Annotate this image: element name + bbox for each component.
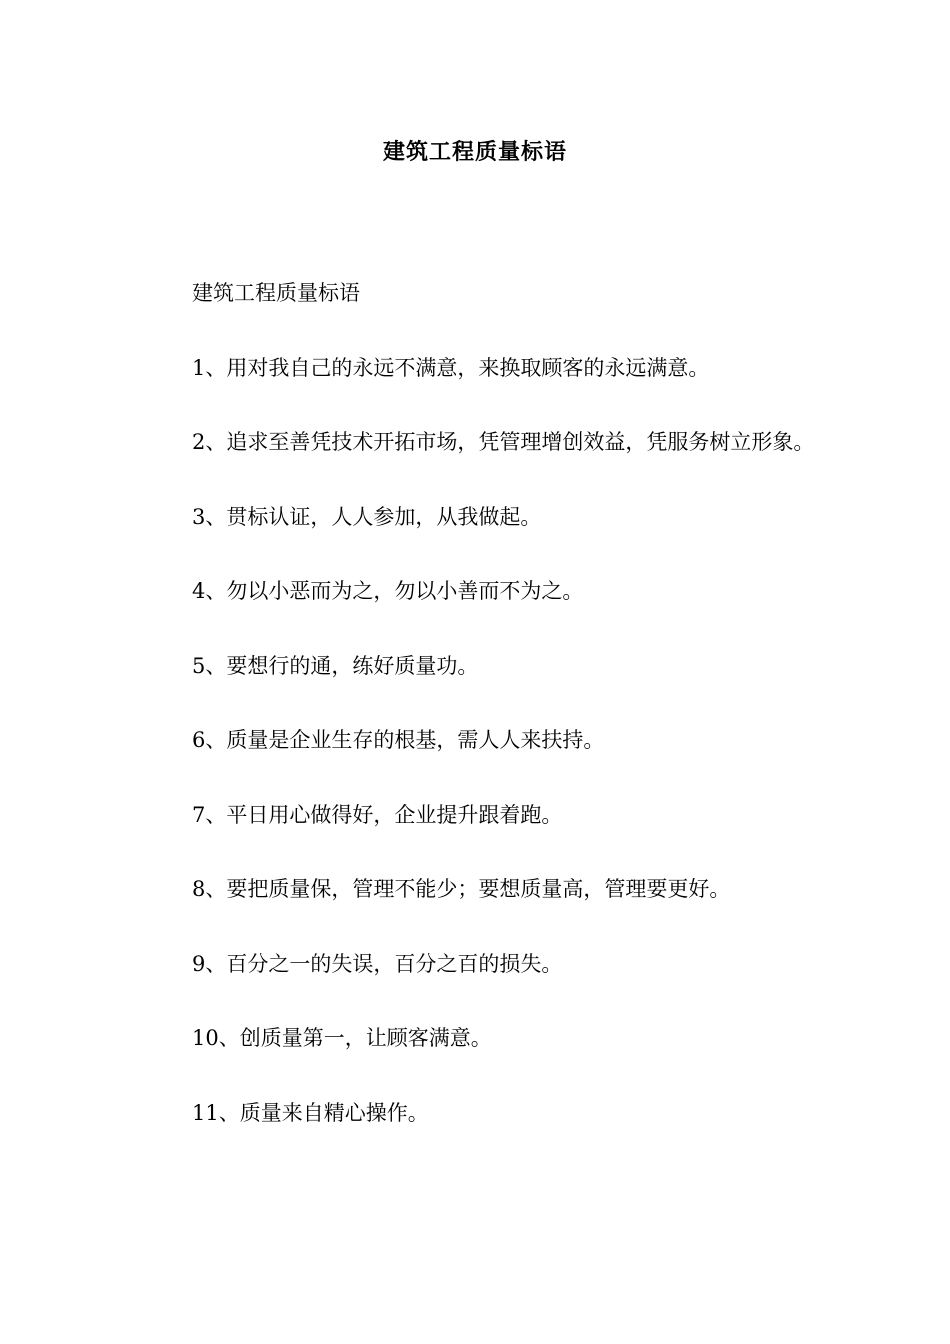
slogan-item-9: 9、百分之一的失误，百分之百的损失。 bbox=[192, 951, 563, 976]
document-body bbox=[146, 256, 816, 1150]
slogan-item-11: 11、质量来自精心操作。 bbox=[192, 1100, 429, 1125]
slogan-item-10: 10、创质量第一，让顾客满意。 bbox=[192, 1026, 492, 1050]
paragraph-subtitle: 建筑工程质量标语 bbox=[192, 281, 360, 305]
slogan-item-7: 7、平日用心做得好，企业提升跟着跑。 bbox=[192, 802, 563, 827]
slogan-item-4: 4、勿以小恶而为之，勿以小善而不为之。 bbox=[192, 579, 584, 603]
slogan-item-6: 6、质量是企业生存的根基，需人人来扶持。 bbox=[192, 728, 605, 752]
slogan-item-5: 5、要想行的通，练好质量功。 bbox=[192, 653, 479, 678]
slogan-item-3: 3、贯标认证，人人参加，从我做起。 bbox=[192, 504, 542, 529]
document-title: 建筑工程质量标语 bbox=[382, 139, 567, 165]
slogan-item-1: 1、用对我自己的永远不满意，来换取顾客的永远满意。 bbox=[192, 355, 710, 380]
slogan-item-2: 2、追求至善凭技术开拓市场，凭管理增创效益，凭服务树立形象。 bbox=[192, 430, 815, 454]
slogan-item-8: 8、要把质量保，管理不能少；要想质量高，管理要更好。 bbox=[192, 877, 731, 901]
